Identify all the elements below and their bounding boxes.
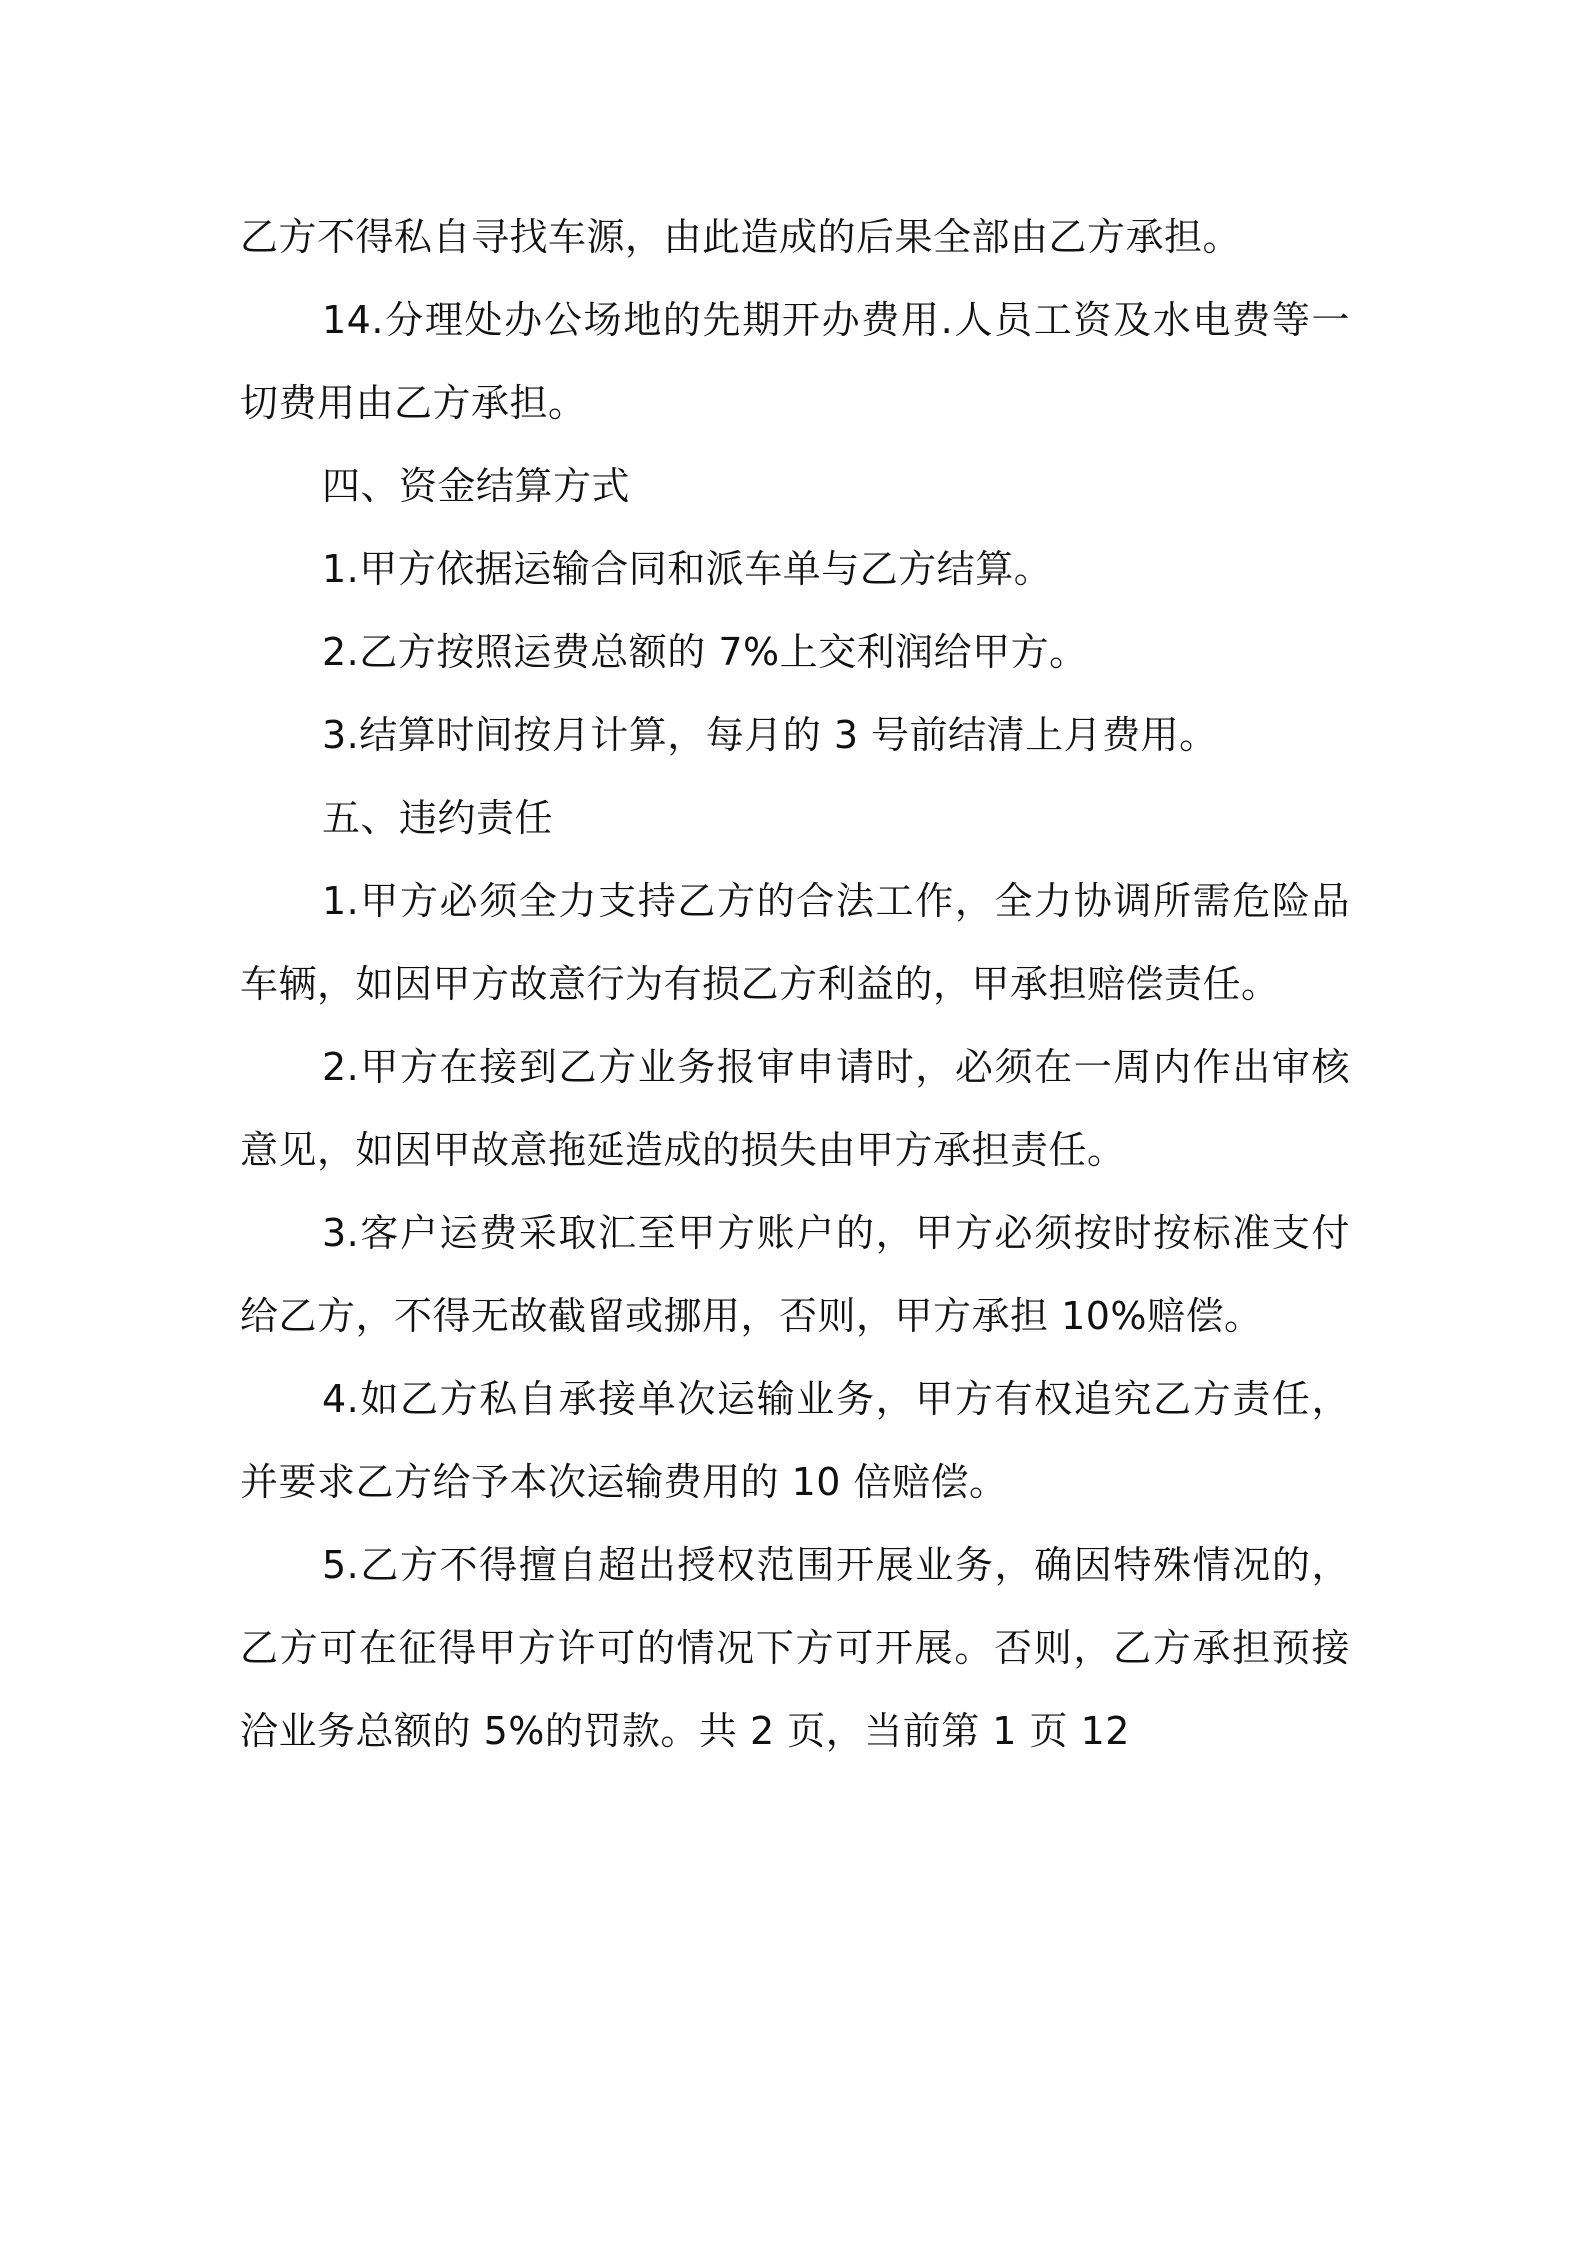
paragraph: 4.如乙方私自承接单次运输业务，甲方有权追究乙方责任，并要求乙方给予本次运输费用的 10 倍赔偿。 [240,1377,1350,1504]
section-heading: 五、违约责任 [322,796,554,840]
paragraph: 5.乙方不得擅自超出授权范围开展业务，确因特殊情况的，乙方可在征得甲方许可的情况下方可开展。否则，乙方承担预接洽业务总额的 5%的罚款。共 2 页，当前第 1 页 12 [240,1543,1350,1753]
paragraph: 3.结算时间按月计算，每月的 3 号前结清上月费用。 [322,713,1218,757]
paragraph: 乙方不得私自寻找车源，由此造成的后果全部由乙方承担。 [240,215,1242,259]
section-heading: 四、资金结算方式 [322,464,631,508]
document-body [240,196,1350,1773]
paragraph: 2.乙方按照运费总额的 7%上交利润给甲方。 [322,630,1088,674]
paragraph: 2.甲方在接到乙方业务报审申请时，必须在一周内作出审核意见，如因甲故意拖延造成的损失由甲方承担责任。 [240,1045,1350,1172]
paragraph: 3.客户运费采取汇至甲方账户的，甲方必须按时按标准支付给乙方，不得无故截留或挪用，否则，甲方承担 10%赔偿。 [240,1211,1350,1338]
paragraph: 1.甲方必须全力支持乙方的合法工作，全力协调所需危险品车辆，如因甲方故意行为有损乙方利益的，甲承担赔偿责任。 [240,879,1350,1006]
paragraph: 1.甲方依据运输合同和派车单与乙方结算。 [322,547,1053,591]
paragraph: 14.分理处办公场地的先期开办费用.人员工资及水电费等一切费用由乙方承担。 [240,298,1350,425]
